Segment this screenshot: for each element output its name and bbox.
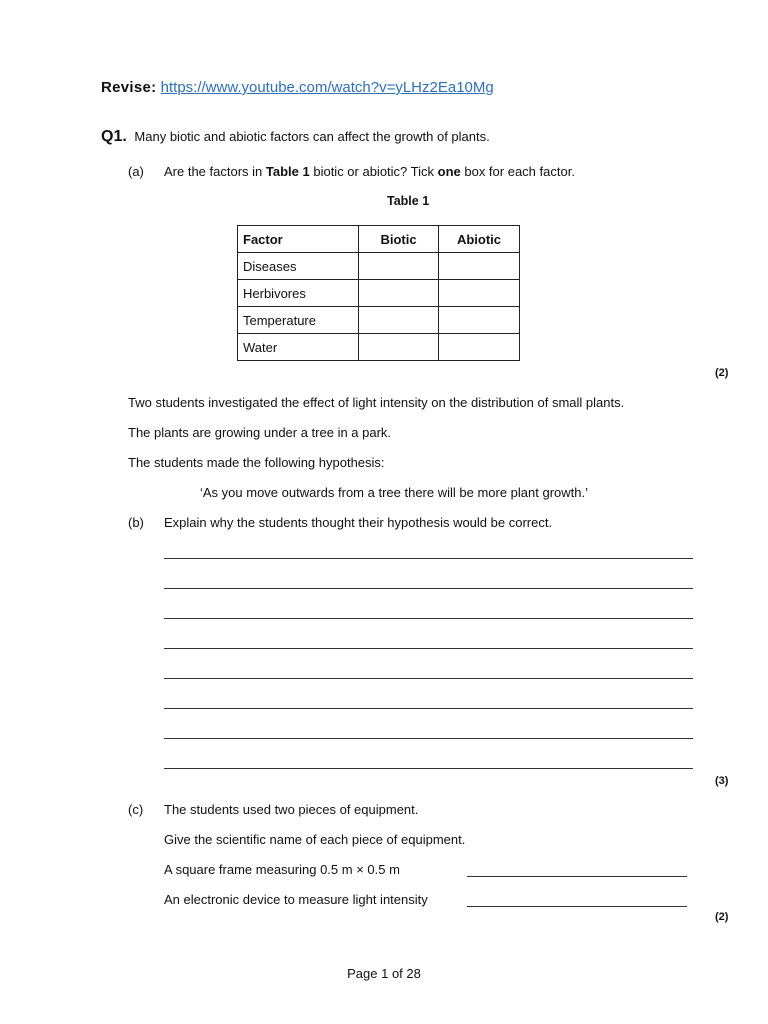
table-header-biotic: Biotic [359, 226, 439, 253]
table-title: Table 1 [387, 194, 430, 208]
question-1-intro [101, 128, 490, 146]
part-a-text-1: Are the factors in [164, 164, 266, 179]
answer-line-1[interactable] [164, 558, 693, 559]
answer-line-6[interactable] [164, 708, 693, 709]
part-c-text: The students used two pieces of equipment. [164, 802, 419, 817]
answer-line-4[interactable] [164, 648, 693, 649]
revise-line [101, 79, 494, 96]
table-row [238, 253, 520, 280]
question-number: Q1. [101, 128, 127, 145]
equipment-answer-line-2[interactable] [467, 906, 687, 907]
abiotic-tick-box[interactable] [439, 253, 520, 280]
factors-table [237, 225, 520, 361]
part-b-marks: (3) [715, 775, 729, 787]
revise-label: Revise: [101, 79, 157, 96]
question-intro-text: Many biotic and abiotic factors can affect the growth of plants. [134, 129, 490, 144]
table-header-row [238, 226, 520, 253]
answer-line-3[interactable] [164, 618, 693, 619]
hypothesis-quote: ‘As you move outwards from a tree there will be more plant growth.’ [200, 485, 589, 500]
part-c-marks: (2) [715, 911, 729, 923]
part-c-instruction: Give the scientific name of each piece of equipment. [164, 832, 466, 847]
equipment-answer-line-1[interactable] [467, 876, 687, 877]
biotic-tick-box[interactable] [359, 280, 439, 307]
part-a-text [164, 164, 575, 179]
part-a-text-3: box for each factor. [460, 164, 575, 179]
biotic-tick-box[interactable] [359, 307, 439, 334]
table-header-abiotic: Abiotic [439, 226, 520, 253]
part-a-label: (a) [128, 164, 144, 179]
part-a-text-2: biotic or abiotic? Tick [309, 164, 438, 179]
part-a-text-one: one [437, 164, 461, 179]
abiotic-tick-box[interactable] [439, 307, 520, 334]
abiotic-tick-box[interactable] [439, 280, 520, 307]
table-header-factor: Factor [238, 226, 359, 253]
factor-cell: Water [238, 334, 359, 361]
revise-link[interactable]: https://www.youtube.com/watch?v=yLHz2Ea10Mg [160, 79, 494, 96]
answer-line-7[interactable] [164, 738, 693, 739]
abiotic-tick-box[interactable] [439, 334, 520, 361]
factor-cell: Diseases [238, 253, 359, 280]
part-b-label: (b) [128, 515, 144, 530]
factor-cell: Temperature [238, 307, 359, 334]
equipment-item-1: A square frame measuring 0.5 m × 0.5 m [164, 862, 400, 877]
answer-line-2[interactable] [164, 588, 693, 589]
table-row [238, 307, 520, 334]
answer-line-5[interactable] [164, 678, 693, 679]
part-c-label: (c) [128, 802, 144, 817]
biotic-tick-box[interactable] [359, 253, 439, 280]
table-row [238, 334, 520, 361]
equipment-item-2: An electronic device to measure light intensity [164, 892, 428, 907]
page-number: Page 1 of 28 [347, 966, 421, 981]
context-line-2: The plants are growing under a tree in a park. [128, 425, 392, 440]
part-a-marks: (2) [715, 367, 729, 379]
factor-cell: Herbivores [238, 280, 359, 307]
answer-line-8[interactable] [164, 768, 693, 769]
context-line-1: Two students investigated the effect of light intensity on the distribution of small plants. [128, 395, 625, 410]
context-line-3: The students made the following hypothesis: [128, 455, 385, 470]
biotic-tick-box[interactable] [359, 334, 439, 361]
part-a-text-table-ref: Table 1 [265, 164, 310, 179]
table-row [238, 280, 520, 307]
part-b-text: Explain why the students thought their hypothesis would be correct. [164, 515, 553, 530]
